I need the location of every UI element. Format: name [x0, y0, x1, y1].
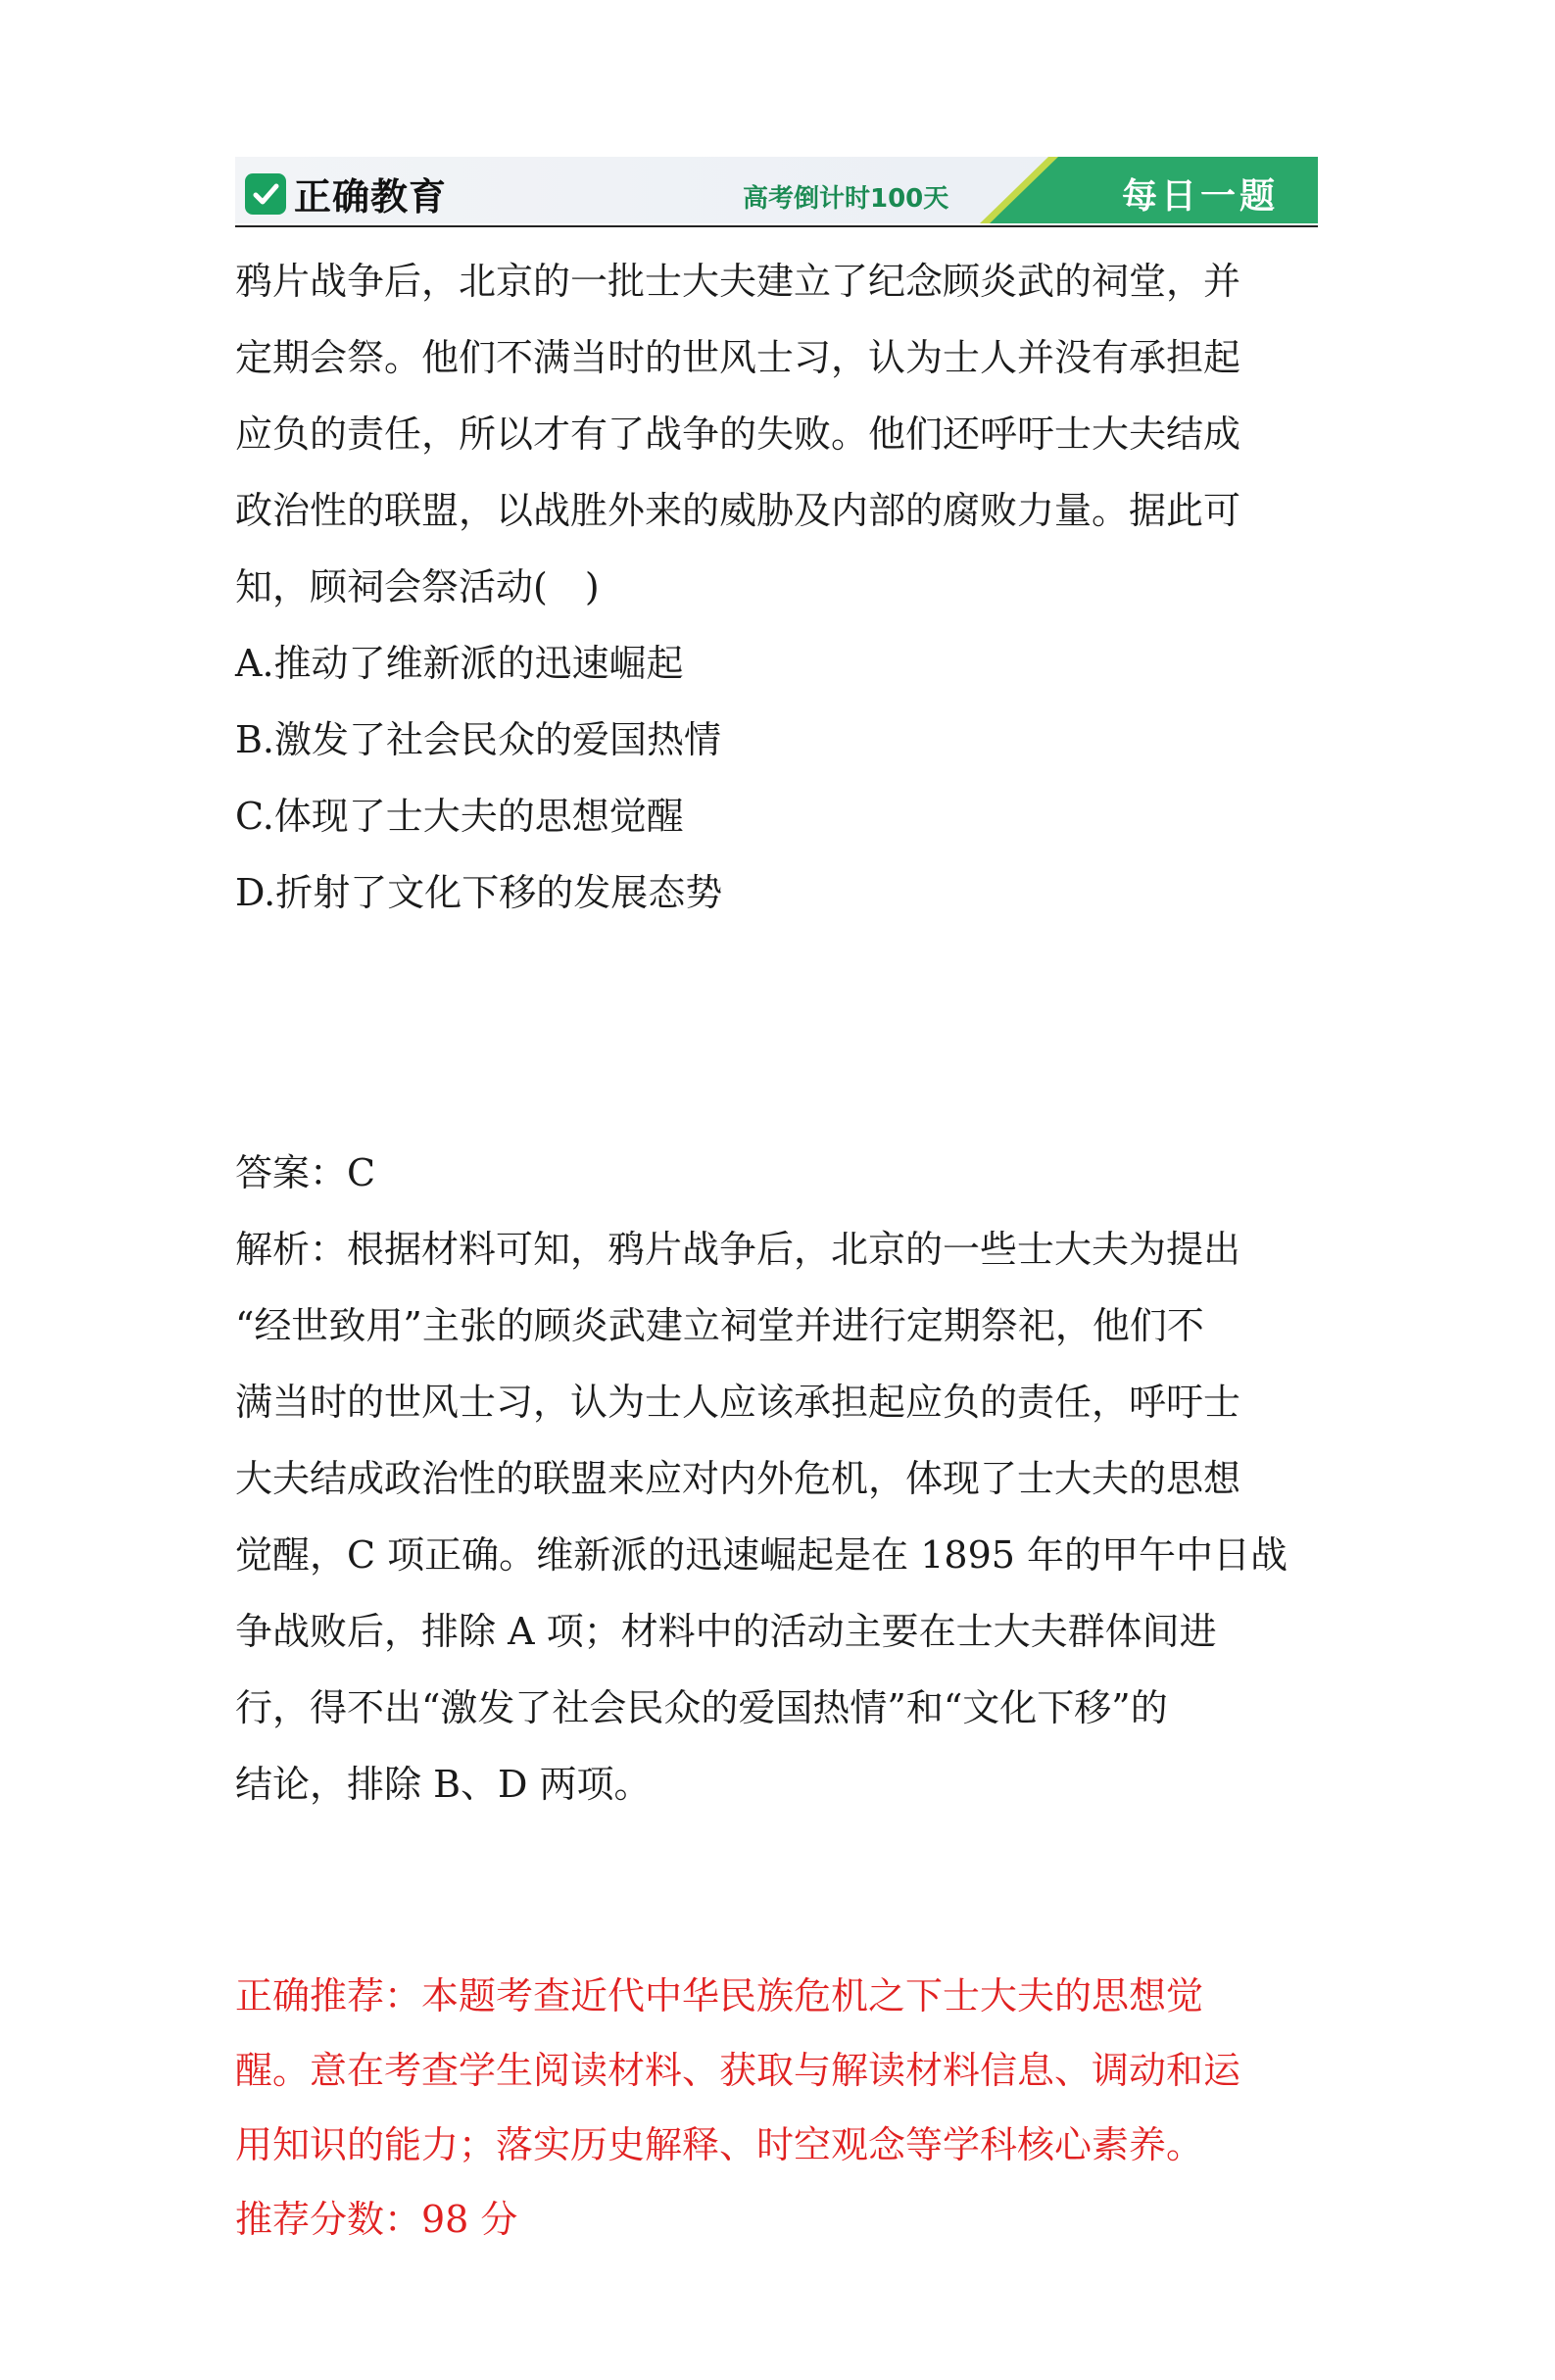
question-stem-line: 知，顾祠会祭活动( )	[235, 565, 600, 608]
question-stem-line: 定期会祭。他们不满当时的世风士习，认为士人并没有承担起	[235, 336, 1241, 379]
analysis-line: “经世致用”主张的顾炎武建立祠堂并进行定期祭祀，他们不	[235, 1304, 1204, 1347]
question-stem-line: 应负的责任，所以才有了战争的失败。他们还呼吁士大夫结成	[235, 413, 1241, 456]
analysis-line: 解析：根据材料可知，鸦片战争后，北京的一些士大夫为提出	[235, 1228, 1241, 1271]
check-icon	[245, 173, 286, 215]
recommend-line: 醒。意在考查学生阅读材料、获取与解读材料信息、调动和运	[235, 2049, 1241, 2092]
analysis-line: 争战败后，排除 A 项；材料中的活动主要在士大夫群体间进	[235, 1610, 1217, 1653]
analysis-line: 觉醒，C 项正确。维新派的迅速崛起是在 1895 年的甲午中日战	[235, 1533, 1288, 1577]
answer-label: 答案：C	[235, 1151, 376, 1194]
analysis-line: 行，得不出“激发了社会民众的爱国热情”和“文化下移”的	[235, 1686, 1168, 1729]
countdown-text: 高考倒计时100天	[743, 184, 949, 214]
question-stem-line: 政治性的联盟，以战胜外来的威胁及内部的腐败力量。据此可	[235, 489, 1241, 532]
analysis-line: 结论，排除 B、D 两项。	[235, 1763, 652, 1806]
recommend-line: 正确推荐：本题考查近代中华民族危机之下士大夫的思想觉	[235, 1974, 1204, 2017]
brand-logo	[245, 167, 447, 220]
page-header	[235, 157, 1318, 223]
recommend-score: 推荐分数：98 分	[235, 2198, 518, 2241]
question-stem-line: 鸦片战争后，北京的一批士大夫建立了纪念顾炎武的祠堂，并	[235, 260, 1241, 303]
daily-question-badge: 每日一题	[1121, 176, 1279, 217]
option-c: C.体现了士大夫的思想觉醒	[235, 795, 684, 838]
analysis-line: 满当时的世风士习，认为士人应该承担起应负的责任，呼吁士	[235, 1381, 1241, 1424]
recommend-line: 用知识的能力；落实历史解释、时空观念等学科核心素养。	[235, 2123, 1204, 2166]
header-divider	[235, 225, 1318, 227]
analysis-line: 大夫结成政治性的联盟来应对内外危机，体现了士大夫的思想	[235, 1457, 1241, 1500]
option-d: D.折射了文化下移的发展态势	[235, 871, 723, 914]
option-b: B.激发了社会民众的爱国热情	[235, 718, 722, 761]
brand-name: 正确教育	[294, 175, 448, 219]
option-a: A.推动了维新派的迅速崛起	[235, 642, 684, 685]
